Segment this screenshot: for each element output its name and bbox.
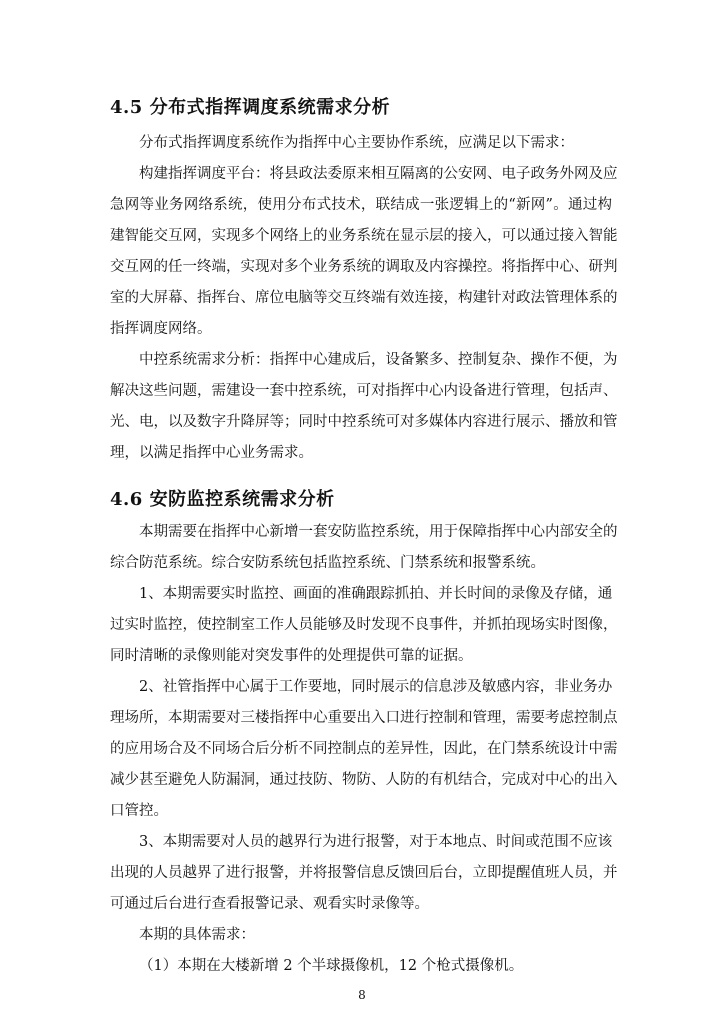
paragraph-line: （1）本期在大楼新增 2 个半球摄像机，12 个枪式摄像机。 [139,958,524,974]
paragraph-line: 交互网的任一终端，实现对多个业务系统的调取及内容操控。将指挥中心、研判 [110,259,618,275]
paragraph-line: 理，以满足指挥中心业务需求。 [110,445,313,461]
paragraph-line: 1、本期需要实时监控、画面的准确跟踪抓拍、并长时间的录像及存储，通 [139,586,613,602]
paragraph-line: 中控系统需求分析：指挥中心建成后，设备繁多、控制复杂、操作不便，为 [139,352,618,368]
section-heading-4-5: 4.5 分布式指挥调度系统需求分析 [110,97,391,118]
paragraph-line: 室的大屏幕、指挥台、席位电脑等交互终端有效连接，构建针对政法管理体系的 [110,290,618,306]
page-number: 8 [358,988,366,1002]
paragraph-line: 综合防范系统。综合安防系统包括监控系统、门禁系统和报警系统。 [110,555,545,571]
paragraph-line: 减少甚至避免人防漏洞，通过技防、物防、人防的有机结合，完成对中心的出入 [110,772,618,788]
paragraph-line: 可通过后台进行查看报警记录、观看实时录像等。 [110,896,429,912]
paragraph-line: 3、本期需要对人员的越界行为进行报警，对于本地点、时间或范围不应该 [139,834,613,850]
paragraph-line: 指挥调度网络。 [110,321,212,337]
paragraph-line: 同时清晰的录像则能对突发事件的处理提供可靠的证据。 [110,648,473,664]
paragraph-line: 过实时监控，使控制室工作人员能够及时发现不良事件，并抓拍现场实时图像， [110,617,618,633]
paragraph-line: 的应用场合及不同场合后分析不同控制点的差异性，因此，在门禁系统设计中需 [110,741,618,757]
paragraph-line: 本期需要在指挥中心新增一套安防监控系统，用于保障指挥中心内部安全的 [139,524,618,540]
paragraph-line: 2、社管指挥中心属于工作要地，同时展示的信息涉及敏感内容，非业务办 [139,679,613,695]
paragraph-line: 急网等业务网络系统，使用分布式技术，联结成一张逻辑上的“新网”。通过构 [110,197,612,213]
paragraph-line: 光、电，以及数字升降屏等；同时中控系统可对多媒体内容进行展示、播放和管 [110,414,618,430]
paragraph-line: 出现的人员越界了进行报警，并将报警信息反馈回后台，立即提醒值班人员，并 [110,865,618,881]
paragraph-line: 解决这些问题，需建设一套中控系统，可对指挥中心内设备进行管理，包括声、 [110,383,618,399]
paragraph-line: 本期的具体需求： [139,927,255,943]
paragraph-line: 理场所，本期需要对三楼指挥中心重要出入口进行控制和管理，需要考虑控制点 [110,710,618,726]
paragraph-line: 口管控。 [110,803,168,819]
paragraph-line: 构建指挥调度平台：将县政法委原来相互隔离的公安网、电子政务外网及应 [139,166,618,182]
section-heading-4-6: 4.6 安防监控系统需求分析 [110,489,335,510]
paragraph-line: 分布式指挥调度系统作为指挥中心主要协作系统，应满足以下需求： [139,135,574,151]
paragraph-line: 建智能交互网，实现多个网络上的业务系统在显示层的接入，可以通过接入智能 [110,228,618,244]
